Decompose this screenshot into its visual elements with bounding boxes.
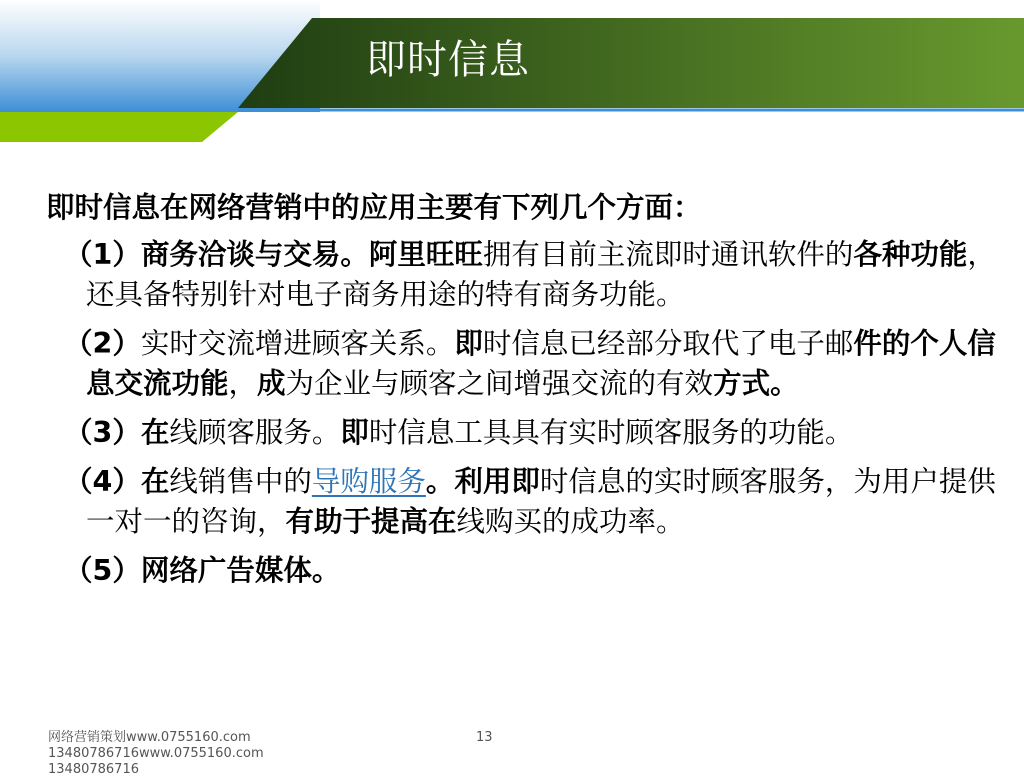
item-bold-text: 成	[257, 367, 286, 400]
application-list	[46, 235, 1012, 591]
shopping-guide-link[interactable]: 导购服务	[311, 465, 426, 498]
item-bold-text: 方式。	[713, 367, 799, 400]
intro-text: 即时信息在网络营销中的应用主要有下列几个方面：	[46, 191, 702, 224]
item-bold-text: 。利用即	[425, 465, 540, 498]
item-text: 为企业与顾客之间增强交流的有效	[285, 367, 714, 400]
footer-line: 13480786716www.0755160.com	[48, 746, 264, 761]
slide-body	[46, 188, 1012, 600]
item-text: 时信息工具具有实时顾客服务的功能。	[368, 416, 854, 449]
item-bold-text: 在	[140, 465, 170, 498]
list-item-4	[46, 462, 1012, 542]
item-text: 线销售中的	[169, 465, 312, 498]
item-bold-text: 各种功能	[853, 238, 968, 271]
item-text: 实时交流增进顾客关系。	[140, 327, 455, 360]
item-bold-text: 在	[140, 416, 170, 449]
item-bold-text: 有助于提高在	[285, 505, 457, 538]
item-text: ，还具备特别针对电子商务用途的特有商务功能。	[86, 238, 996, 311]
list-item-5	[46, 551, 1012, 591]
item-number: （5）	[64, 554, 141, 587]
header-title-band	[238, 18, 1024, 108]
list-item-3	[46, 413, 1012, 453]
footer-line: 网络营销策划www.0755160.com	[48, 730, 251, 745]
header-green-accent	[0, 112, 238, 142]
item-bold-text: 即	[454, 327, 483, 360]
item-bold-text: 即	[340, 416, 369, 449]
item-text: ，	[228, 367, 258, 400]
item-bold-text: 阿里旺旺	[368, 238, 483, 271]
item-text: 线顾客服务。	[169, 416, 341, 449]
item-text: 线购买的成功率。	[456, 505, 685, 538]
item-number: （3）	[64, 416, 141, 449]
list-item-1	[46, 235, 1012, 315]
item-text: 时信息的实时顾客服务，为用户提供一对一的咨询，	[86, 465, 996, 538]
page-number: 13	[476, 730, 493, 745]
item-number: （2）	[64, 327, 141, 360]
slide-title: 即时信息	[366, 37, 530, 83]
item-text: 商务洽谈与交易。	[140, 238, 369, 271]
item-text: 拥有目前主流即时通讯软件的	[482, 238, 854, 271]
item-text: 时信息已经部分取代了电子邮	[482, 327, 854, 360]
item-number: （1）	[64, 238, 141, 271]
list-item-2	[46, 324, 1012, 404]
footer-line: 13480786716	[48, 762, 139, 777]
footer-source	[48, 730, 348, 778]
item-text: 网络广告媒体。	[140, 554, 341, 587]
item-bold-text: 件的个人信息交流功能	[86, 327, 996, 400]
item-number: （4）	[64, 465, 141, 498]
